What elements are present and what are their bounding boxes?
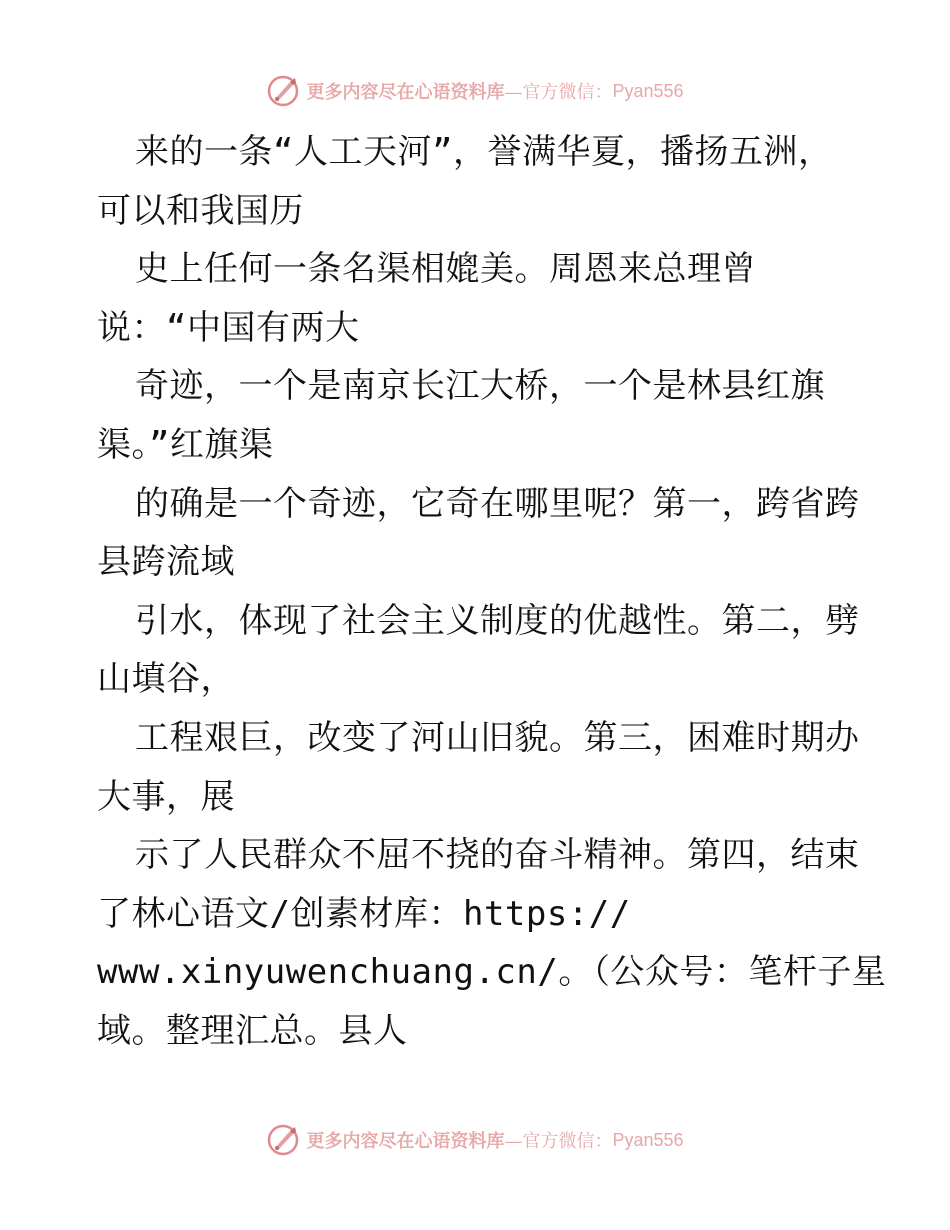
- text-line: 渠。”红旗渠: [97, 424, 274, 465]
- text-line: 的确是一个奇迹，它奇在哪里呢？第一，跨省跨: [135, 483, 860, 524]
- quill-logo-icon: [266, 74, 300, 108]
- body-text: [97, 123, 897, 1061]
- watermark-official-label: —官方微信：: [504, 1131, 613, 1152]
- text-line: www.xinyuwenchuang.cn/。（公众号：笔杆子星: [97, 952, 887, 993]
- text-line: 大事，展: [97, 776, 235, 817]
- text-line: 引水，体现了社会主义制度的优越性。第二，劈: [135, 600, 860, 641]
- text-line: 山填谷，: [97, 659, 235, 700]
- quill-logo-icon: [266, 1123, 300, 1157]
- watermark-wechat-id: Pyan556: [612, 80, 684, 101]
- text-line: 可以和我国历: [97, 190, 304, 231]
- text-line: 来的一条“人工天河”，誉满华夏，播扬五洲，: [135, 132, 833, 172]
- watermark-brand: 更多内容尽在心语资料库: [306, 82, 505, 103]
- text-line: 了林心语文/创素材库：https://: [97, 893, 631, 934]
- text-line: 工程艰巨，改变了河山旧貌。第三，困难时期办: [135, 717, 860, 758]
- text-line: 奇迹，一个是南京长江大桥，一个是林县红旗: [135, 366, 825, 407]
- text-line: 域。整理汇总。县人: [97, 1010, 408, 1051]
- watermark-official-label: —官方微信：: [504, 82, 613, 103]
- text-line: 史上任何一条名渠相媲美。周恩来总理曾: [135, 249, 756, 290]
- watermark-brand: 更多内容尽在心语资料库: [306, 1131, 505, 1152]
- text-line: 示了人民群众不屈不挠的奋斗精神。第四，结束: [135, 835, 860, 876]
- text-line: 县跨流域: [97, 542, 235, 583]
- watermark-wechat-id: Pyan556: [612, 1129, 684, 1150]
- footer-watermark: [0, 1120, 950, 1160]
- text-line: 说：“中国有两大: [97, 307, 360, 348]
- header-watermark: [0, 71, 950, 111]
